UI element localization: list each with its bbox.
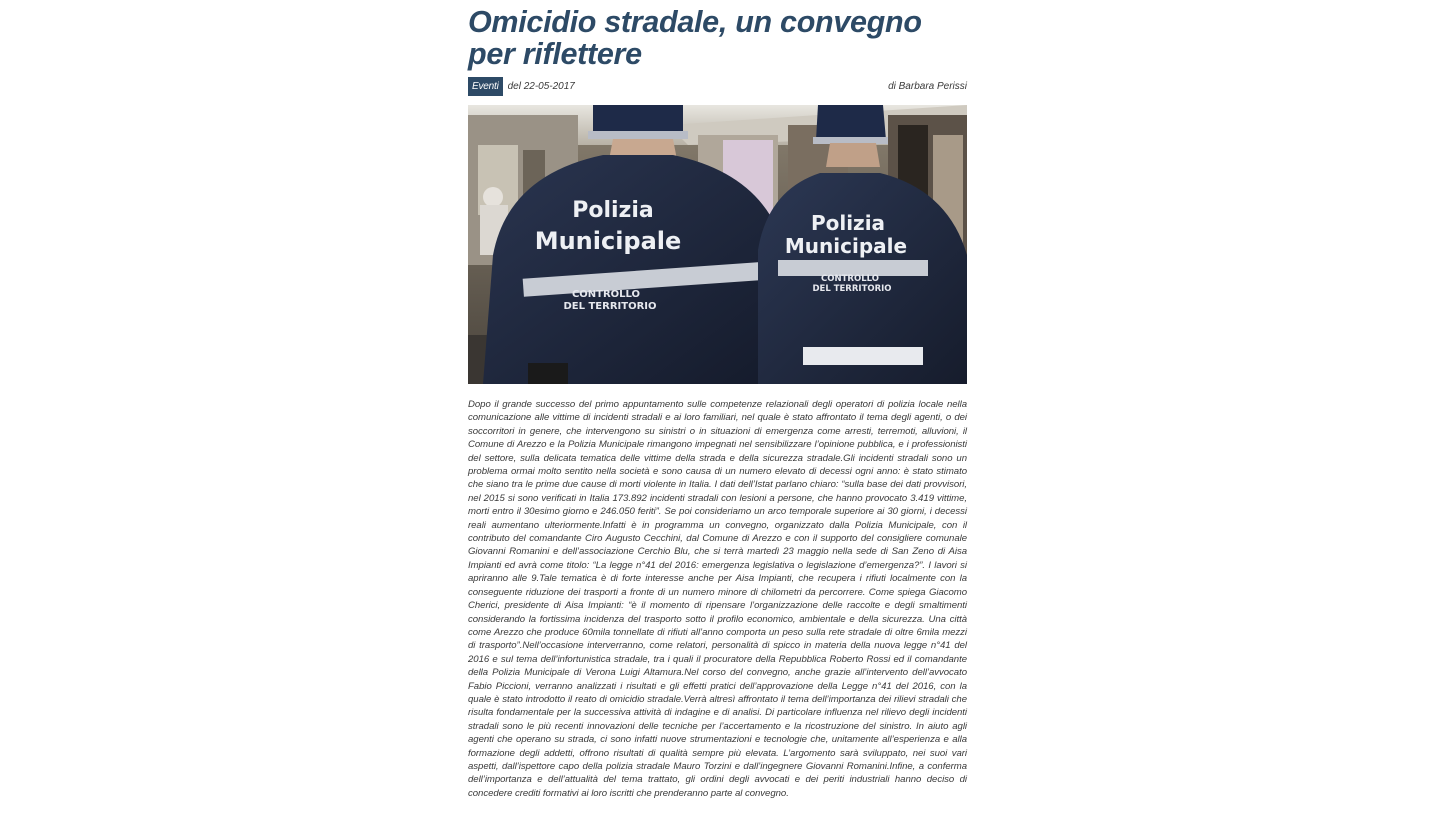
article-body: Dopo il grande successo del primo appuntamento sulle competenze relazionali degli operatori di polizia locale nella comunicazione alle vittime di incidenti stradali e ai loro familiari, nel quale è stato affrontato il tema degli agenti, o dei soccorritori in genere, che intervengono su sinistri o in situazioni di emergenza come arresti, terremoti, alluvioni, il Comune di Arezzo e la Polizia Municipale rimangono impegnati nel sensibilizzare l’opinione pubblica, e i professionisti del settore, sulla delicata tematica delle vittime della strada e della sicurezza stradale.Gli incidenti stradali sono un problema ormai molto sentito nella società e sono causa di un numero elevato di decessi ogni anno: è stato stimato che siano tra le prime due cause di morti violente in Italia. I dati dell’Istat parlano chiaro: “sulla base dei dati provvisori, nel 2015 si sono verificati in Italia 173.892 incidenti stradali con lesioni a persone, che hanno provocato 3.419 vittime, morti entro il 30esimo giorno e 246.050 feriti”. Se poi consideriamo un arco temporale superiore ai 30 giorni, i decessi reali aumentano ulteriormente.Infatti è in programma un convegno, organizzato dalla Polizia Municipale, con il contributo del comandante Ciro Augusto Cecchini, dal Comune di Arezzo e con il supporto del consigliere comunale Giovanni Romanini e dell’associazione Cerchio Blu, che si terrà martedì 23 maggio nella sede di San Zeno di Aisa Impianti ed avrà come titolo: “La legge n°41 del 2016: emergenza legislativa o legislazione d’emergenza?”. I lavori si apriranno alle 9.Tale tematica è di forte interesse anche per Aisa Impianti, che recupera i rifiuti localmente con la conseguente riduzione dei trasporti a fronte di un numero minore di chilometri da percorrere. Come spiega Giacomo Cherici, presidente di Aisa Impianti: “è il momento di ripensare l’organizzazione delle raccolte e degli smaltimenti considerando la fortissima incidenza del trasporto sotto il profilo economico, ambientale e della sicurezza. Una città come Arezzo che produce 60mila tonnellate di rifiuti all’anno comporta un peso sulla rete stradale di oltre 6mila mezzi di trasporto”.Nell’occasione interverranno, come relatori, personalità di spicco in materia della nuova legge n°41 del 2016 e sul tema dell’infortunistica stradale, tra i quali il procuratore della Repubblica Roberto Rossi ed il comandante della Polizia Municipale di Verona Luigi Altamura.Nel corso del convegno, anche grazie all’intervento dell’avvocato Fabio Piccioni, verranno analizzati i risultati e gli effetti pratici dell’approvazione della Legge n°41 del 2016, con la quale è stato introdotto il reato di omicidio stradale.Verrà altresì affrontato il tema dell’importanza dei rilievi stradali che risulta fondamentale per la successiva attività di indagine e di analisi. Di particolare influenza nel rilievo degli incidenti stradali sono le più recenti innovazioni delle tecniche per l’accertamento e la ricostruzione del sinistro. In aiuto agli agenti che operano su strada, ci sono infatti nuove strumentazioni e tecnologie che, unitamente all’esperienza e alla formazione degli addetti, offrono risultati di qualità sempre più elevata. L’argomento sarà sviluppato, nei suoi vari aspetti, dall’ispettore capo della polizia stradale Mauro Torzini e dall’ingegnere Giovanni Romanini.Infine, a conferma dell’importanza e dell’attualità del tema trattato, gli ordini degli avvocati e dei periti industriali hanno deciso di concedere crediti formativi ai loro iscritti che prenderanno parte al convegno. xyxy=(468,399,967,799)
jacket-right-text-2: Municipale xyxy=(784,234,908,258)
jacket-right-text-3: CONTROLLO xyxy=(821,274,879,284)
article-title: Omicidio stradale, un convegno per riflettere xyxy=(468,5,922,71)
jacket-right-text-1: Polizia xyxy=(810,211,886,235)
article-meta xyxy=(468,76,967,96)
article-photo xyxy=(468,105,967,384)
jacket-right-text-4: DEL TERRITORIO xyxy=(812,284,892,294)
category-badge[interactable]: Eventi xyxy=(468,77,503,96)
article-date: del 22-05-2017 xyxy=(507,80,575,92)
article xyxy=(468,0,967,800)
jacket-left-text-2: Municipale xyxy=(534,227,682,255)
article-author: di Barbara Perissi xyxy=(888,80,967,92)
jacket-left-text-1: Polizia xyxy=(572,198,654,223)
jacket-left-text-4: DEL TERRITORIO xyxy=(563,301,657,312)
police-officers-photo xyxy=(468,105,967,384)
jacket-left-text-3: CONTROLLO xyxy=(571,289,641,300)
